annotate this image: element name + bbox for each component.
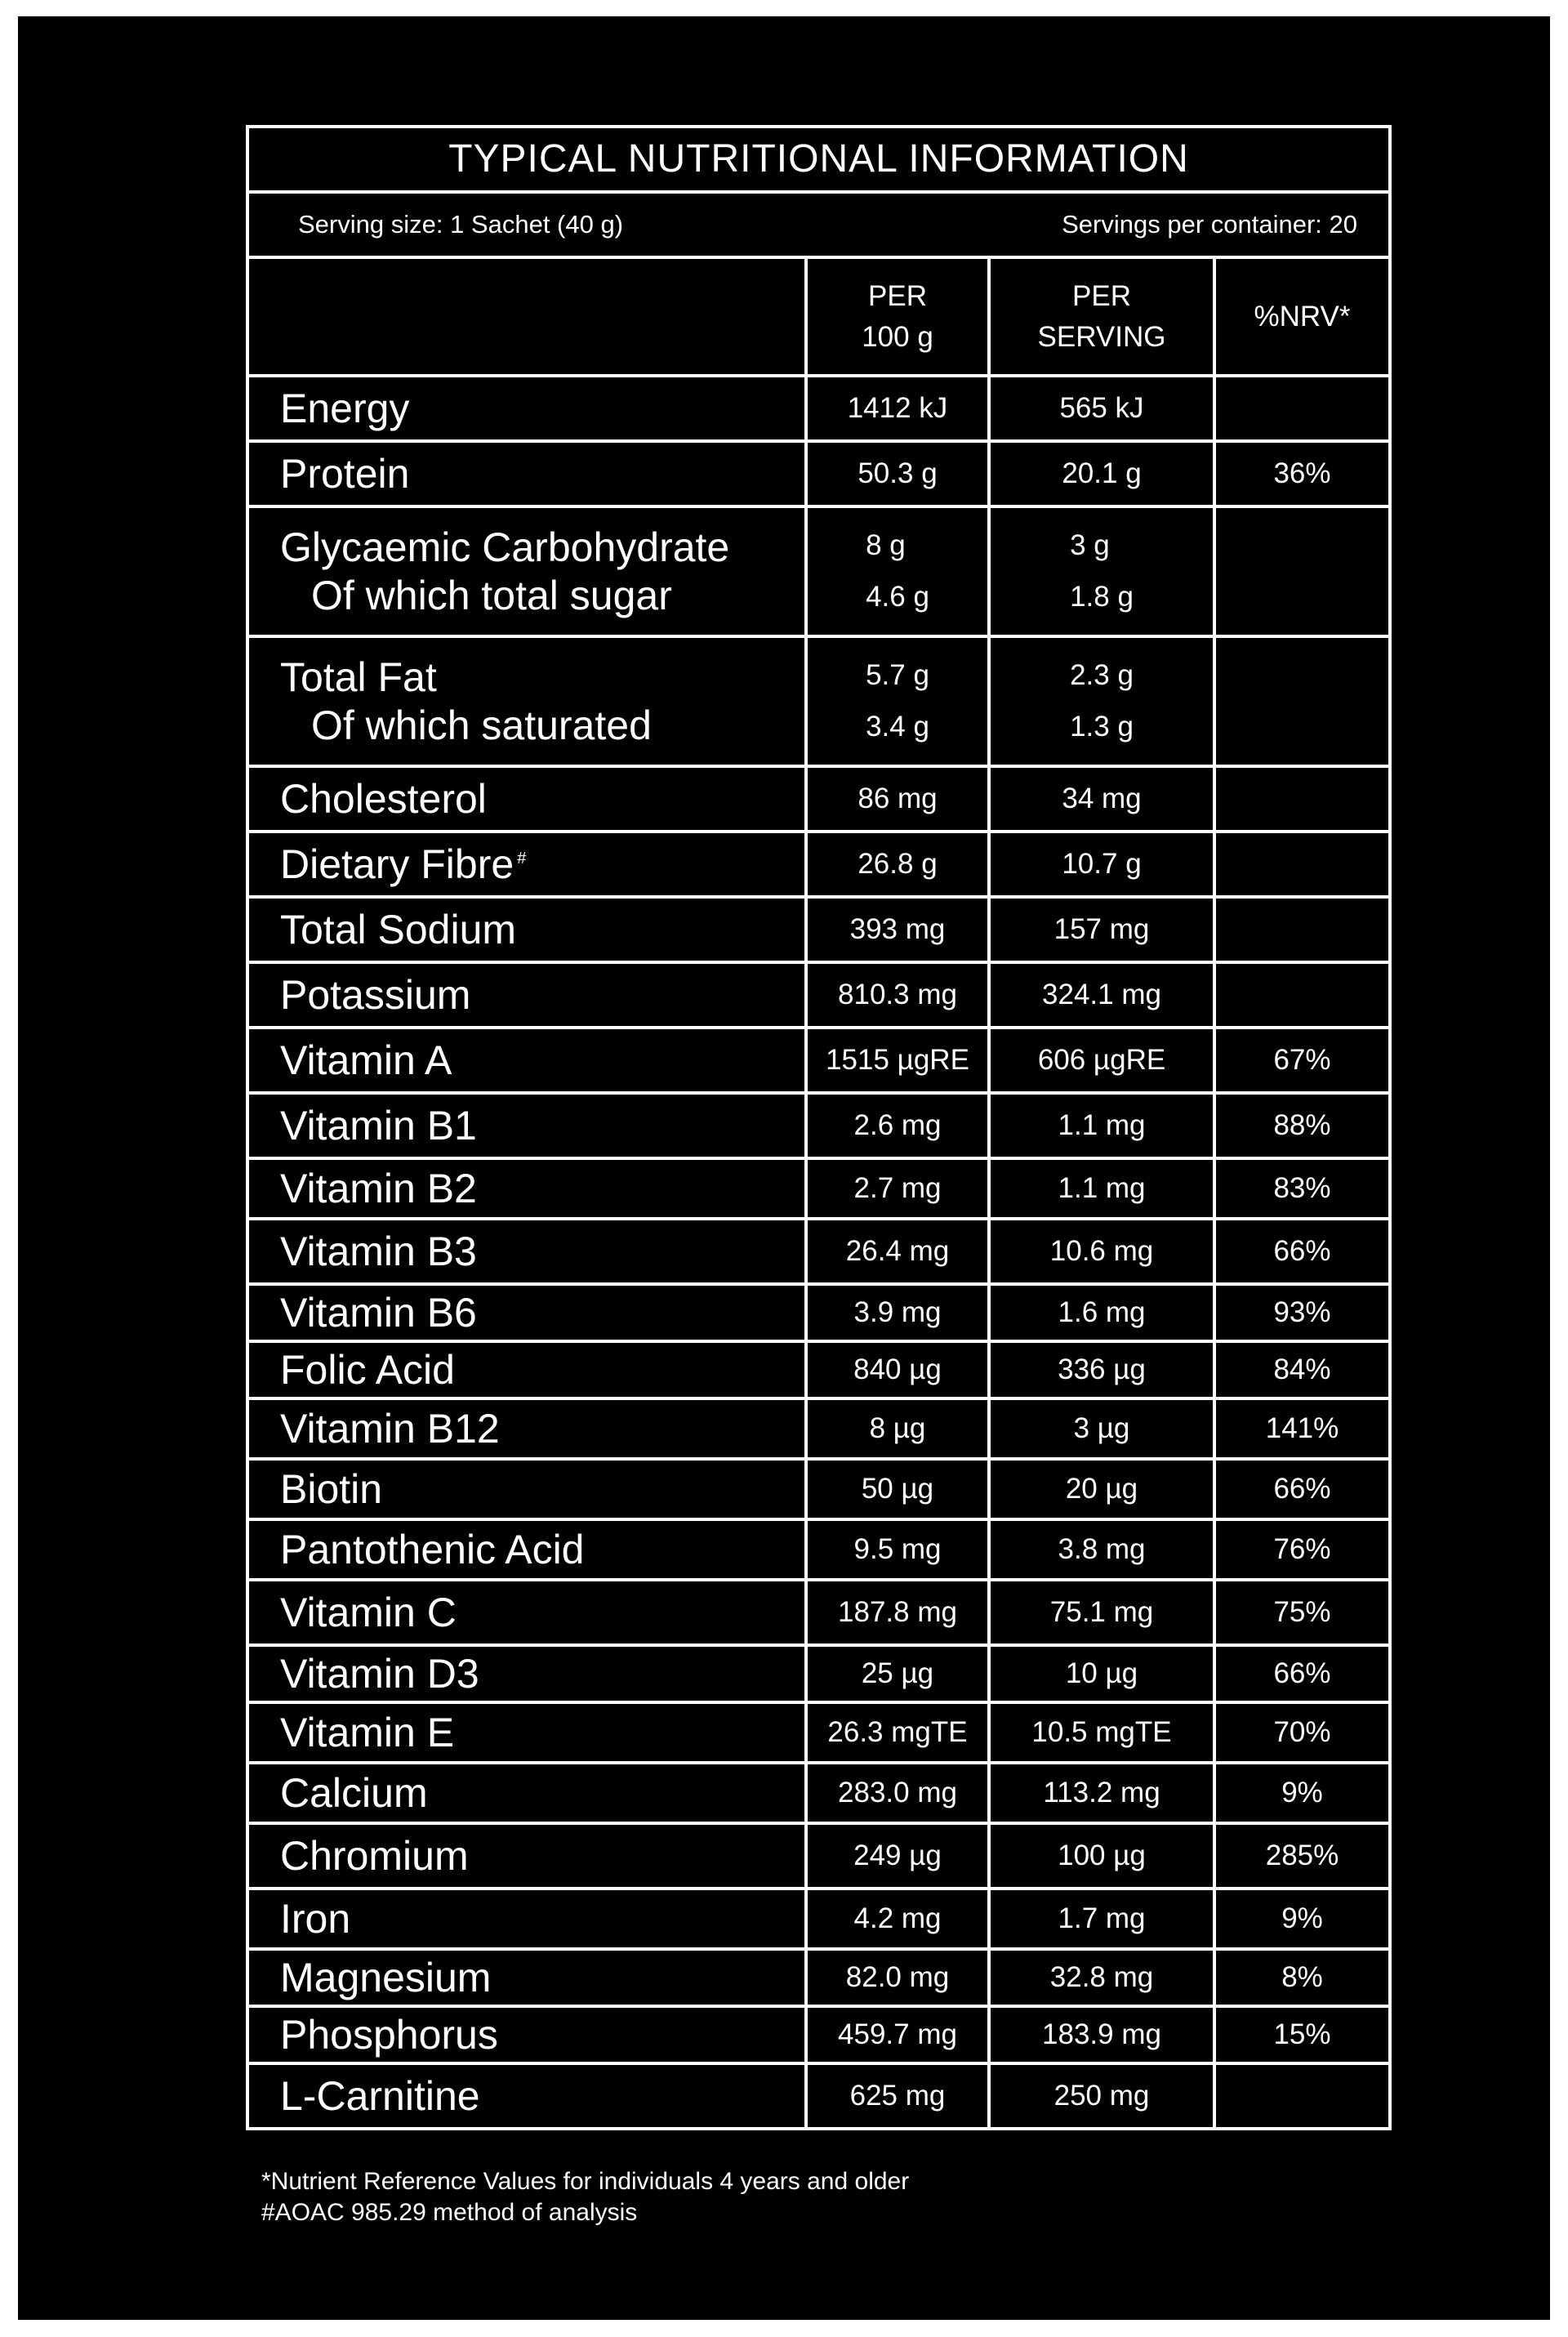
per-100g-cell: 187.8 mg	[804, 1581, 987, 1643]
nutrient-name: L-Carnitine	[280, 2073, 480, 2119]
nutrient-name: Chromium	[280, 1833, 469, 1879]
table-row	[249, 1160, 1388, 1220]
nutrient-name: Iron	[280, 1896, 351, 1942]
nutrient-name: Glycaemic Carbohydrate	[280, 524, 730, 570]
nrv-cell	[1213, 377, 1388, 439]
per-serving-cell: 34 mg	[987, 768, 1213, 830]
per-serving-cell: 10.5 mgTE	[987, 1704, 1213, 1761]
per-100g-cell	[804, 638, 987, 765]
footnote-nrv: *Nutrient Reference Values for individuals 4 years and older	[261, 2168, 910, 2195]
nrv-cell: 9%	[1213, 1890, 1388, 1947]
nutrient-name: Total Sodium	[280, 907, 517, 952]
nutrition-table	[246, 125, 1392, 2130]
per-100g-cell: 1515 µgRE	[804, 1029, 987, 1091]
header-per-100g: PER 100 g	[804, 259, 987, 374]
header-row	[249, 259, 1388, 377]
nutrient-name-cell	[249, 1095, 804, 1157]
nutrient-subname: Of which total sugar	[311, 573, 672, 619]
table-row	[249, 443, 1388, 508]
nutrient-name-cell	[249, 1461, 804, 1518]
table-row	[249, 1825, 1388, 1890]
nrv-cell: 66%	[1213, 1461, 1388, 1518]
table-row	[249, 1400, 1388, 1461]
value-pair	[866, 508, 929, 635]
header-per-serving: PER SERVING	[987, 259, 1213, 374]
nutrient-name-cell	[249, 899, 804, 961]
table-row	[249, 1951, 1388, 2008]
nutrient-name: Protein	[280, 451, 410, 497]
nrv-cell: 8%	[1213, 1951, 1388, 2005]
nrv-cell: 36%	[1213, 443, 1388, 505]
nrv-cell: 93%	[1213, 1286, 1388, 1340]
nutrient-name-cell	[249, 964, 804, 1026]
table-row	[249, 899, 1388, 964]
per-100g-cell: 1412 kJ	[804, 377, 987, 439]
nrv-cell	[1213, 768, 1388, 830]
per-100g-cell: 26.8 g	[804, 833, 987, 895]
nutrient-name: Pantothenic Acid	[280, 1527, 585, 1572]
nutrient-subname: Of which saturated	[311, 702, 652, 749]
servings-per-container: Servings per container: 20	[1062, 210, 1357, 239]
per-100g-value: 5.7 g	[866, 658, 929, 691]
per-100g-cell: 9.5 mg	[804, 1521, 987, 1578]
serving-info	[249, 194, 1388, 259]
nrv-cell: 84%	[1213, 1343, 1388, 1397]
per-100g-sub-value: 4.6 g	[866, 581, 929, 613]
per-serving-cell: 336 µg	[987, 1343, 1213, 1397]
per-serving-cell: 250 mg	[987, 2065, 1213, 2127]
nutrient-name: Vitamin B12	[280, 1406, 500, 1452]
nrv-cell: 76%	[1213, 1521, 1388, 1578]
per-serving-cell: 10.6 mg	[987, 1220, 1213, 1282]
nutrient-name-cell	[249, 1825, 804, 1887]
nrv-cell: 285%	[1213, 1825, 1388, 1887]
per-100g-cell: 26.4 mg	[804, 1220, 987, 1282]
per-serving-cell: 3.8 mg	[987, 1521, 1213, 1578]
table-row	[249, 1521, 1388, 1581]
table-row	[249, 768, 1388, 833]
nrv-cell: 66%	[1213, 1647, 1388, 1701]
per-serving-cell: 113.2 mg	[987, 1764, 1213, 1822]
per-100g-cell: 86 mg	[804, 768, 987, 830]
per-serving-cell	[987, 638, 1213, 765]
nutrient-name-cell	[249, 1286, 804, 1340]
nutrient-name-cell	[249, 1400, 804, 1457]
per-100g-cell: 4.2 mg	[804, 1890, 987, 1947]
nutrient-name-cell	[249, 1764, 804, 1822]
nrv-cell: 70%	[1213, 1704, 1388, 1761]
table-row	[249, 2008, 1388, 2065]
nutrient-name: Vitamin B2	[280, 1166, 477, 1211]
nrv-cell	[1213, 638, 1388, 765]
table-row	[249, 508, 1388, 638]
nutrient-name: Potassium	[280, 972, 471, 1018]
per-100g-cell: 8 µg	[804, 1400, 987, 1457]
nutrient-name: Calcium	[280, 1770, 428, 1816]
nutrient-name-cell	[249, 2008, 804, 2062]
footnotes	[261, 2166, 909, 2228]
nutrient-name-cell	[249, 508, 804, 635]
nutrient-name-cell	[249, 1521, 804, 1578]
nutrient-name: Vitamin D3	[280, 1651, 479, 1697]
per-serving-cell: 20.1 g	[987, 443, 1213, 505]
nutrient-name: Biotin	[280, 1466, 383, 1512]
per-100g-cell: 249 µg	[804, 1825, 987, 1887]
nrv-cell: 9%	[1213, 1764, 1388, 1822]
nrv-cell	[1213, 899, 1388, 961]
nutrient-name: Vitamin A	[280, 1037, 452, 1083]
nutrient-name-cell	[249, 443, 804, 505]
header-blank	[249, 259, 804, 374]
per-100g-cell: 2.6 mg	[804, 1095, 987, 1157]
nutrient-name-cell	[249, 1704, 804, 1761]
per-100g-cell: 393 mg	[804, 899, 987, 961]
per-serving-cell: 1.1 mg	[987, 1160, 1213, 1217]
table-row	[249, 1095, 1388, 1160]
table-row	[249, 1343, 1388, 1400]
table-row	[249, 1220, 1388, 1286]
nutrient-name: Phosphorus	[280, 2012, 498, 2058]
nrv-cell	[1213, 964, 1388, 1026]
per-serving-value: 3 g	[1070, 529, 1110, 561]
table-row	[249, 1704, 1388, 1764]
nrv-cell: 15%	[1213, 2008, 1388, 2062]
per-serving-cell: 606 µgRE	[987, 1029, 1213, 1091]
nutrient-name-cell	[249, 1220, 804, 1282]
table-row	[249, 638, 1388, 768]
nutrient-name-cell	[249, 1343, 804, 1397]
per-100g-cell: 50.3 g	[804, 443, 987, 505]
per-100g-cell: 82.0 mg	[804, 1951, 987, 2005]
per-serving-cell: 157 mg	[987, 899, 1213, 961]
table-row	[249, 1581, 1388, 1647]
per-serving-cell: 1.1 mg	[987, 1095, 1213, 1157]
per-serving-cell: 20 µg	[987, 1461, 1213, 1518]
per-100g-cell: 840 µg	[804, 1343, 987, 1397]
nutrient-name-cell	[249, 377, 804, 439]
nutrient-name-cell	[249, 833, 804, 895]
nutrient-name: Vitamin C	[280, 1590, 457, 1635]
table-row	[249, 1647, 1388, 1704]
nrv-cell: 75%	[1213, 1581, 1388, 1643]
per-100g-cell: 50 µg	[804, 1461, 987, 1518]
value-pair	[866, 638, 929, 765]
nutrient-name-cell	[249, 1951, 804, 2005]
nrv-cell	[1213, 833, 1388, 895]
value-pair	[1070, 508, 1134, 635]
label-panel	[18, 16, 1550, 2320]
nutrient-name-cell	[249, 1029, 804, 1091]
per-serving-sub-value: 1.3 g	[1070, 711, 1134, 743]
per-100g-cell: 459.7 mg	[804, 2008, 987, 2062]
nrv-cell: 83%	[1213, 1160, 1388, 1217]
nutrient-name: Folic Acid	[280, 1347, 455, 1393]
nutrient-name-cell	[249, 2065, 804, 2127]
nutrient-name-cell	[249, 1160, 804, 1217]
nutrient-name: Total Fat	[280, 653, 437, 700]
table-row	[249, 1461, 1388, 1521]
per-serving-cell: 100 µg	[987, 1825, 1213, 1887]
nrv-cell: 88%	[1213, 1095, 1388, 1157]
table-row	[249, 1890, 1388, 1951]
nutrient-name-cell	[249, 768, 804, 830]
nutrient-name: Vitamin B6	[280, 1290, 477, 1336]
per-100g-cell: 3.9 mg	[804, 1286, 987, 1340]
per-serving-cell: 1.6 mg	[987, 1286, 1213, 1340]
nutrient-name: Magnesium	[280, 1955, 492, 2000]
footnote-aoac: #AOAC 985.29 method of analysis	[261, 2199, 638, 2226]
per-serving-cell: 3 µg	[987, 1400, 1213, 1457]
per-100g-cell: 810.3 mg	[804, 964, 987, 1026]
table-row	[249, 1286, 1388, 1343]
nutrient-name: Cholesterol	[280, 776, 487, 822]
nutrient-name: Dietary Fibre	[280, 841, 514, 887]
per-serving-cell: 32.8 mg	[987, 1951, 1213, 2005]
nutrient-name-cell	[249, 638, 804, 765]
nutrient-name: Vitamin B3	[280, 1229, 477, 1274]
table-row	[249, 964, 1388, 1029]
per-100g-cell	[804, 508, 987, 635]
table-row	[249, 833, 1388, 899]
per-serving-cell: 10.7 g	[987, 833, 1213, 895]
table-title: TYPICAL NUTRITIONAL INFORMATION	[249, 128, 1388, 194]
per-100g-cell: 283.0 mg	[804, 1764, 987, 1822]
nrv-cell: 141%	[1213, 1400, 1388, 1457]
per-100g-value: 8 g	[866, 529, 906, 561]
table-row	[249, 377, 1388, 443]
per-100g-sub-value: 3.4 g	[866, 711, 929, 743]
per-100g-cell: 26.3 mgTE	[804, 1704, 987, 1761]
nrv-cell: 66%	[1213, 1220, 1388, 1282]
per-serving-cell: 324.1 mg	[987, 964, 1213, 1026]
table-row	[249, 1029, 1388, 1095]
per-serving-cell: 565 kJ	[987, 377, 1213, 439]
table-row	[249, 1764, 1388, 1825]
per-serving-sub-value: 1.8 g	[1070, 581, 1134, 613]
header-nrv: %NRV*	[1213, 259, 1388, 374]
nutrient-name-cell	[249, 1890, 804, 1947]
per-100g-cell: 2.7 mg	[804, 1160, 987, 1217]
fibre-footnote-mark: #	[517, 850, 527, 867]
nrv-cell: 67%	[1213, 1029, 1388, 1091]
per-serving-cell: 10 µg	[987, 1647, 1213, 1701]
nutrient-name: Energy	[280, 386, 410, 431]
per-serving-cell: 183.9 mg	[987, 2008, 1213, 2062]
per-100g-cell: 625 mg	[804, 2065, 987, 2127]
per-serving-cell	[987, 508, 1213, 635]
nutrient-name: Vitamin B1	[280, 1103, 477, 1148]
nutrient-name-cell	[249, 1647, 804, 1701]
value-pair	[1070, 638, 1134, 765]
serving-size: Serving size: 1 Sachet (40 g)	[298, 210, 624, 239]
per-serving-cell: 75.1 mg	[987, 1581, 1213, 1643]
per-serving-value: 2.3 g	[1070, 658, 1134, 691]
per-100g-cell: 25 µg	[804, 1647, 987, 1701]
nrv-cell	[1213, 2065, 1388, 2127]
table-row	[249, 2065, 1388, 2127]
nutrient-rows	[249, 377, 1388, 2127]
nrv-cell	[1213, 508, 1388, 635]
nutrient-name-cell	[249, 1581, 804, 1643]
per-serving-cell: 1.7 mg	[987, 1890, 1213, 1947]
nutrient-name: Vitamin E	[280, 1710, 455, 1755]
